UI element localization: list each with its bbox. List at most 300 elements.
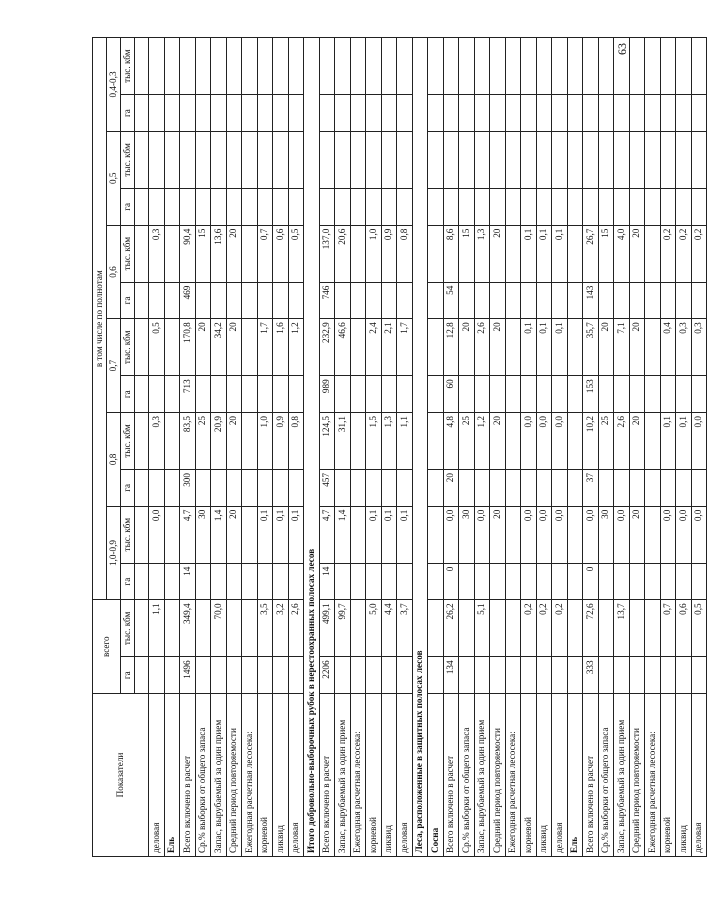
table-cell [521,282,537,319]
table-cell: 0,2 [552,600,568,657]
table-cell [459,600,475,657]
table-row [521,38,537,857]
density-group-header: 0,7 [107,319,121,413]
table-cell: 0,1 [381,506,397,563]
table-cell [505,506,521,563]
table-cell [164,563,180,600]
table-cell [629,188,645,225]
header-blank-cell [135,225,149,282]
header-blank-cell [135,470,149,507]
row-label: ликвид [676,694,692,857]
table-cell [536,131,552,188]
table-cell [490,600,506,657]
table-cell: 20 [490,225,506,282]
table-cell: 30 [195,506,211,563]
table-cell: 13,6 [211,225,227,282]
table-cell: 0,0 [536,412,552,469]
table-cell: 2,4 [366,319,382,376]
table-cell [598,563,614,600]
table-row [567,38,583,857]
table-cell [474,470,490,507]
table-cell [273,131,289,188]
table-cell: 12,8 [443,319,459,376]
table-row [660,38,676,857]
table-cell: 25 [459,412,475,469]
indicator-header: Показатели [93,694,149,857]
table-cell [505,131,521,188]
table-cell [397,38,413,95]
table-cell [242,319,258,376]
row-label: Ср.% выборки от общего запаса [195,694,211,857]
table-cell: 7,1 [614,319,630,376]
table-cell [319,38,335,95]
table-cell: 0,1 [521,319,537,376]
table-cell [567,563,583,600]
table-cell [257,657,273,694]
table-row [691,38,707,857]
row-label: Всего включено в расчет [583,694,599,857]
table-cell [335,657,351,694]
row-label: Ежегодная расчетная лесосека: [242,694,258,857]
table-cell [381,563,397,600]
table-cell: 5,1 [474,600,490,657]
table-cell: 0,2 [691,225,707,282]
table-cell [505,38,521,95]
table-cell [242,131,258,188]
table-cell: 457 [319,470,335,507]
table-cell [195,95,211,132]
table-cell [381,657,397,694]
table-cell [350,657,366,694]
table-cell [505,319,521,376]
row-label: ликвид [381,694,397,857]
table-cell [490,563,506,600]
table-cell [428,95,444,132]
table-cell: 20 [490,412,506,469]
header-blank-cell [135,38,149,95]
table-cell [350,600,366,657]
table-cell: 20 [490,319,506,376]
table-cell [614,563,630,600]
table-cell: 0,0 [552,506,568,563]
row-label: Ср.% выборки от общего запаса [459,694,475,857]
table-cell: 4,8 [443,412,459,469]
table-cell [257,188,273,225]
table-cell: 54 [443,282,459,319]
table-cell: 0,0 [583,506,599,563]
header-blank-cell [135,131,149,188]
header-blank-cell [135,319,149,376]
table-cell: 2,6 [474,319,490,376]
table-cell [505,563,521,600]
table-cell [366,131,382,188]
table-cell [257,95,273,132]
table-cell [660,282,676,319]
table-cell [567,225,583,282]
table-row [474,38,490,857]
table-cell [583,95,599,132]
table-cell [428,188,444,225]
table-cell [474,376,490,413]
unit-ha-header: га [121,657,135,694]
table-cell: 20,9 [211,412,227,469]
table-cell [505,600,521,657]
table-cell [211,131,227,188]
table-cell [242,225,258,282]
table-cell: 15 [459,225,475,282]
table-cell [366,657,382,694]
table-cell: 20 [598,319,614,376]
table-cell [350,412,366,469]
table-cell [443,95,459,132]
table-cell [505,470,521,507]
table-cell: 20 [629,319,645,376]
table-cell [567,412,583,469]
table-cell [335,563,351,600]
row-label: Ежегодная расчетная лесосека: [645,694,661,857]
table-cell [474,563,490,600]
table-cell [614,470,630,507]
table-cell [474,38,490,95]
table-cell [660,657,676,694]
table-cell [598,131,614,188]
table-cell: 14 [319,563,335,600]
table-cell: 4,7 [180,506,196,563]
table-cell [195,657,211,694]
table-row [676,38,692,857]
table-cell [226,470,242,507]
table-cell [629,282,645,319]
table-cell [273,657,289,694]
table-cell [211,38,227,95]
unit-ths-header: тыс. кбм [121,38,135,95]
table-cell [226,282,242,319]
table-cell [257,470,273,507]
table-cell [552,38,568,95]
table-cell [226,600,242,657]
table-cell [397,95,413,132]
table-cell: 0,5 [288,225,304,282]
table-cell [288,657,304,694]
table-cell [645,506,661,563]
row-label: корневой [521,694,537,857]
table-cell [335,95,351,132]
table-row [505,38,521,857]
table-cell [226,188,242,225]
table-cell [350,131,366,188]
table-cell [691,131,707,188]
table-cell [443,188,459,225]
table-cell: 0,9 [381,225,397,282]
table-cell: 0,0 [660,506,676,563]
table-cell [552,131,568,188]
table-cell [366,282,382,319]
table-cell [474,188,490,225]
table-cell: 0,0 [552,412,568,469]
table-cell: 124,5 [319,412,335,469]
table-cell: 15 [195,225,211,282]
table-row [443,38,459,857]
table-row [164,38,180,857]
table-cell: 1,1 [397,412,413,469]
table-cell: 1,7 [257,319,273,376]
table-cell [211,282,227,319]
table-cell: 20 [629,225,645,282]
table-cell [521,470,537,507]
table-cell [567,282,583,319]
table-cell [676,38,692,95]
table-cell [567,600,583,657]
table-cell [397,563,413,600]
table-cell [629,657,645,694]
table-row [304,38,320,857]
table-cell: 60 [443,376,459,413]
table-cell [490,470,506,507]
table-cell: 0,2 [521,600,537,657]
table-cell: 46,6 [335,319,351,376]
table-cell: 0,9 [273,412,289,469]
table-cell [645,319,661,376]
table-cell [614,657,630,694]
unit-ha-header: га [121,188,135,225]
table-cell [366,188,382,225]
table-cell: 0,6 [676,600,692,657]
table-cell: 469 [180,282,196,319]
table-cell [242,376,258,413]
table-cell [226,657,242,694]
table-cell: 0,2 [536,600,552,657]
table-cell: 20 [226,412,242,469]
table-cell [490,657,506,694]
total-header: всего [93,600,121,694]
table-row [645,38,661,857]
table-cell: 15 [598,225,614,282]
table-cell: 170,8 [180,319,196,376]
table-cell [195,131,211,188]
table-cell [629,600,645,657]
table-cell: 14 [180,563,196,600]
table-cell [459,131,475,188]
table-cell [164,319,180,376]
table-cell: 0,1 [288,506,304,563]
table-cell: 20 [226,506,242,563]
table-row [335,38,351,857]
table-cell [350,470,366,507]
table-cell: 35,7 [583,319,599,376]
table-cell [257,282,273,319]
table-cell [691,38,707,95]
unit-ths-header: тыс. кбм [121,506,135,563]
table-cell [645,225,661,282]
table-cell [505,657,521,694]
density-group-header: 0,6 [107,225,121,319]
table-cell: 20 [195,319,211,376]
unit-ths-header: тыс. кбм [121,412,135,469]
table-cell [660,131,676,188]
table-cell: 20 [629,412,645,469]
table-cell [149,131,165,188]
table-cell [397,282,413,319]
table-cell: 3,5 [257,600,273,657]
row-label: Ель [567,694,583,857]
table-cell [583,188,599,225]
table-cell [149,188,165,225]
table-cell [288,376,304,413]
table-cell [536,282,552,319]
table-cell [536,38,552,95]
table-cell [645,470,661,507]
table-cell [164,282,180,319]
table-cell [629,38,645,95]
header-blank-cell [135,563,149,600]
header-blank-cell [135,600,149,657]
table-cell: 232,9 [319,319,335,376]
table-cell [629,470,645,507]
table-cell: 30 [598,506,614,563]
table-cell [629,95,645,132]
table-cell: 0,1 [536,225,552,282]
table-cell [598,600,614,657]
table-cell: 0 [583,563,599,600]
table-cell [583,131,599,188]
table-cell [319,188,335,225]
table-cell [536,188,552,225]
density-header: в том числе по полнотам [93,38,107,600]
table-cell [366,376,382,413]
table-cell: 0 [443,563,459,600]
table-cell [598,376,614,413]
table-cell [195,470,211,507]
table-cell: 1,1 [149,600,165,657]
header-blank-cell [135,282,149,319]
table-cell [273,563,289,600]
table-cell [211,95,227,132]
table-cell [428,657,444,694]
density-group-header: 0,5 [107,131,121,225]
table-cell [226,563,242,600]
table-cell [645,95,661,132]
table-cell [273,188,289,225]
table-cell [505,95,521,132]
table-cell [552,95,568,132]
table-cell [443,38,459,95]
unit-ths-header: тыс. кбм [121,131,135,188]
row-label: Сосна [428,694,444,857]
table-cell: 0,0 [691,412,707,469]
table-cell [164,600,180,657]
table-cell [381,95,397,132]
table-cell: 0,3 [149,412,165,469]
table-cell [335,38,351,95]
row-label: деловая [149,694,165,857]
table-cell [242,412,258,469]
table-cell: 0,2 [676,225,692,282]
table-cell [552,657,568,694]
table-cell: 99,7 [335,600,351,657]
table-cell: 20 [443,470,459,507]
table-row [598,38,614,857]
table-cell [397,470,413,507]
table-cell [676,95,692,132]
table-cell [676,470,692,507]
table-cell [164,470,180,507]
table-cell: 20 [226,319,242,376]
page-number: 63 [615,43,629,55]
table-cell [614,131,630,188]
table-cell [567,319,583,376]
unit-ths-header: тыс. кбм [121,600,135,657]
table-cell [567,38,583,95]
table-cell [505,188,521,225]
table-cell [226,95,242,132]
table-cell [428,38,444,95]
table-cell [567,131,583,188]
table-cell [195,38,211,95]
table-row [583,38,599,857]
header-blank-cell [135,506,149,563]
table-cell: 0,6 [273,225,289,282]
unit-ha-header: га [121,282,135,319]
row-label: ликвид [273,694,289,857]
table-cell: 1,2 [288,319,304,376]
table-cell: 1496 [180,657,196,694]
table-cell [195,282,211,319]
table-cell [381,470,397,507]
table-cell [335,470,351,507]
header-blank-cell [135,95,149,132]
table-row [211,38,227,857]
row-label: ликвид [536,694,552,857]
row-label: Запас, вырубаемый за один прием [211,694,227,857]
table-cell [226,131,242,188]
table-cell [629,376,645,413]
table-cell [319,131,335,188]
row-label: деловая [552,694,568,857]
table-cell [459,95,475,132]
table-cell: 30 [459,506,475,563]
table-cell: 4,7 [319,506,335,563]
table-cell [505,412,521,469]
row-label: Средний период повторяемости [490,694,506,857]
table-cell [273,470,289,507]
table-cell [521,38,537,95]
table-cell: 1,3 [381,412,397,469]
unit-ths-header: тыс. кбм [121,319,135,376]
table-cell [381,282,397,319]
table-cell: 989 [319,376,335,413]
table-cell [536,376,552,413]
table-cell [195,563,211,600]
table-cell [691,376,707,413]
table-cell [350,225,366,282]
table-cell [149,38,165,95]
table-cell [521,376,537,413]
row-label: Всего включено в расчет [319,694,335,857]
table-cell [583,38,599,95]
table-cell [521,188,537,225]
table-cell [598,657,614,694]
table-cell: 70,0 [211,600,227,657]
table-cell [350,319,366,376]
table-cell: 0,1 [397,506,413,563]
table-cell: 26,7 [583,225,599,282]
table-cell [490,282,506,319]
table-cell [335,188,351,225]
table-cell [660,470,676,507]
table-cell [164,657,180,694]
table-cell: 0,1 [273,506,289,563]
table-cell: 0,0 [521,412,537,469]
